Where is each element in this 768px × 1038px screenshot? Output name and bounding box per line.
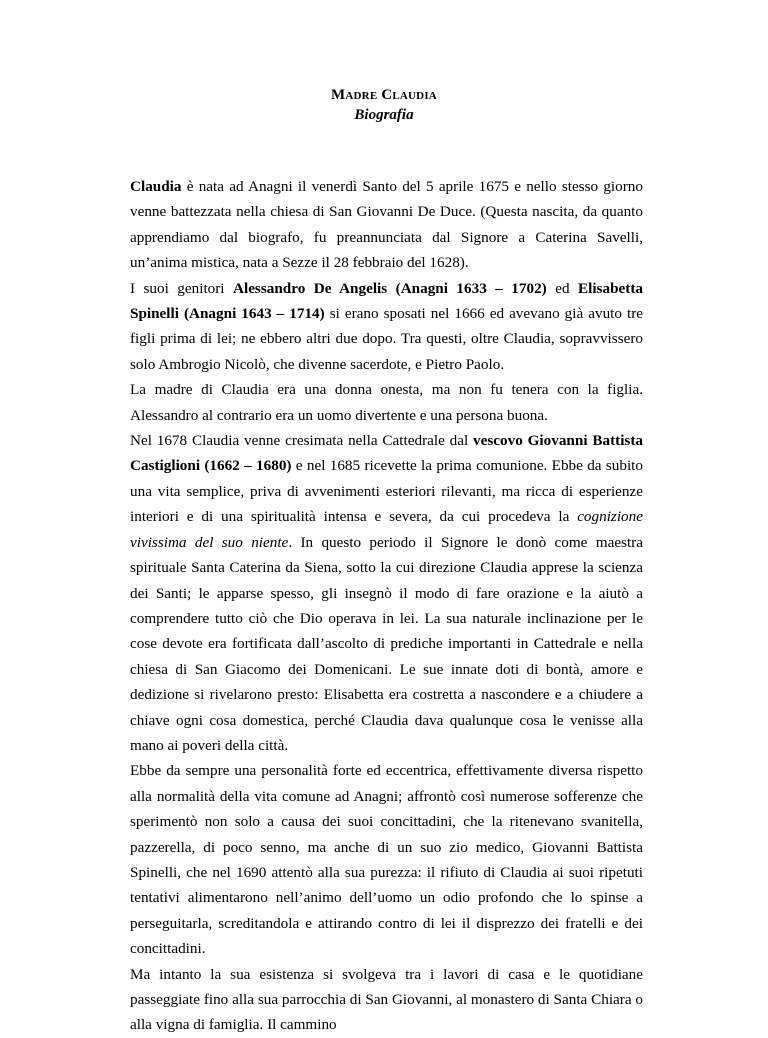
paragraph-1 [130, 174, 643, 276]
paragraph-2-text-a: I suoi genitori [130, 279, 233, 297]
paragraph-2 [130, 276, 643, 378]
bishop-name: vescovo Giovanni Battista Castiglioni (1662 – 1680) [130, 432, 643, 475]
title-rest-1: ADRE [345, 90, 378, 102]
title-initial-2: C [381, 87, 393, 103]
paragraph-5: Ebbe da sempre una personalità forte ed eccentrica, effettivamente diversa rispetto alla normalità della vita comune ad Anagni; affrontò così numerose sofferenze che sperimentò non solo a causa dei suoi concittadini, che la ritenevano svanitella, pazzerella, di poco senno, ma anche di un suo zio medico, Giovanni Battista Spinelli, che nel 1690 attentò alla sua purezza: il rifiuto di Claudia ai suoi ripetuti tentativi alimentarono nell’animo dell’uomo un odio profondo che lo spinse a perseguitarla, screditandola e attirando contro di lei il disprezzo dei fratelli e dei concittadini. [130, 762, 643, 958]
paragraph-4-text-c: . In questo periodo il Signore le donò come maestra spirituale Santa Caterina da Siena, sotto la cui direzione Claudia apprese la scienza dei Santi; le apparse spesso, gli insegnò il modo di fare orazione e la aiutò a comprendere tutto ciò che Dio operava in lei. La sua naturale inclinazione per le cose devote era fortificata dall’ascolto di prediche importanti in Cattedrale e nella chiesa di San Giacomo dei Domenicani. Le sue innate doti di bontà, amore e dedizione si rivelarono presto: Elisabetta era costretta a nascondere e a chiudere a chiave ogni cosa domestica, perché Claudia dava qualunque cosa le venisse alla mano ai poveri della città. [130, 533, 643, 754]
paragraph-1-text: è nata ad Anagni il venerdì Santo del 5 aprile 1675 e nello stesso giorno venne battezzata nella chiesa di San Giovanni De Duce. (Questa nascita, da quanto apprendiamo dal biografo, fu preannunciata dal Signore a Caterina Savelli, un’anima mistica, nata a Sezze il 28 febbraio del 1628). [130, 178, 643, 272]
italic-quote: cognizione vivissima del suo niente [130, 508, 643, 551]
paragraph-4 [130, 428, 643, 758]
paragraph-4-text-a: Nel 1678 Claudia venne cresimata nella Cattedrale dal [130, 432, 474, 450]
subject-name: Claudia [130, 178, 182, 195]
document-title [0, 86, 768, 105]
paragraph-6: Ma intanto la sua esistenza si svolgeva tra i lavori di casa e le quotidiane passeggiate fino alla sua parrocchia di San Giovanni, al monastero di Santa Chiara o alla vigna di famiglia. Il cammino [130, 965, 643, 1034]
title-rest-2: LAUDIA [392, 90, 437, 102]
document-subtitle: Biografia [354, 107, 414, 123]
paragraph-4-text-b: e nel 1685 ricevette la prima comunione. Ebbe da subito una vita semplice, priva di avvenimenti esteriori rilevanti, ma ricca di esperienze interiori e di una spiritualità intensa e severa, da cui procedeva la [130, 457, 643, 526]
paragraph-2-text-b: ed [546, 279, 579, 297]
paragraph-2-text-c: si erano sposati nel 1666 ed avevano già avuto tre figli prima di lei; ne ebbero altri due dopo. Tra questi, oltre Claudia, sopravvissero solo Ambrogio Nicolò, che divenne sacerdote, e Pietro Paolo. [130, 305, 643, 373]
mother-name: Elisabetta Spinelli (Anagni 1643 – 1714) [130, 279, 643, 323]
father-name: Alessandro De Angelis (Anagni 1633 – 1702) [233, 279, 547, 297]
title-initial-1: M [331, 87, 346, 103]
document-body [130, 174, 643, 1038]
paragraph-3: La madre di Claudia era una donna onesta, ma non fu tenera con la figlia. Alessandro al contrario era un uomo divertente e una persona buona. [130, 381, 643, 424]
